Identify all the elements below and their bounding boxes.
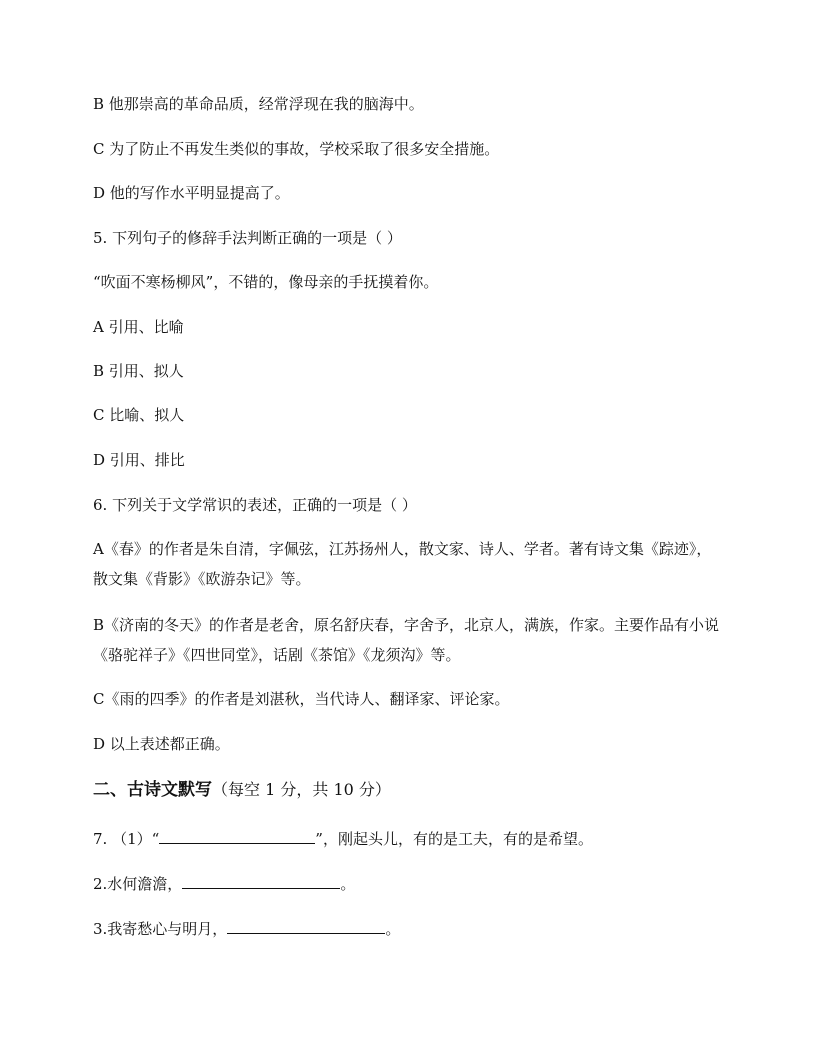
option-c-sentence: C 为了防止不再发生类似的事故，学校采取了很多安全措施。: [93, 140, 500, 158]
section-2-heading: [93, 775, 391, 805]
question-6: 6. 下列关于文学常识的表述，正确的一项是（ ）: [93, 496, 417, 514]
question-7-line-1: [93, 824, 593, 854]
answer-blank-1[interactable]: [159, 827, 315, 844]
question-7-prefix: 7. （1）“: [93, 830, 160, 848]
question-7-line-3: [93, 914, 400, 944]
question-5-sentence: “吹面不寒杨柳风”，不错的，像母亲的手抚摸着你。: [93, 273, 439, 291]
question-5-option-b: B 引用、拟人: [93, 362, 184, 380]
question-6-option-b: B《济南的冬天》的作者是老舍，原名舒庆春，字舍予，北京人，满族，作家。主要作品有小说《骆驼祥子》《四世同堂》，话剧《茶馆》《龙须沟》等。: [93, 616, 720, 664]
section-2-score-note: （每空 1 分，共 10 分）: [212, 780, 391, 799]
question-6-option-a: A《春》的作者是朱自清，字佩弦，江苏扬州人，散文家、诗人、学者。著有诗文集《踪迹》，散文集《背影》《欧游杂记》等。: [93, 540, 712, 588]
question-5: 5. 下列句子的修辞手法判断正确的一项是（ ）: [93, 229, 402, 247]
question-7-3-suffix: 。: [385, 920, 401, 938]
question-5-option-a: A 引用、比喻: [93, 318, 184, 336]
question-7-2-suffix: 。: [340, 875, 356, 893]
question-5-option-d: D 引用、排比: [93, 451, 185, 469]
option-d-sentence: D 他的写作水平明显提高了。: [93, 184, 290, 202]
question-7-line-2: [93, 869, 355, 899]
question-7-suffix: ”，刚起头儿，有的是工夫，有的是希望。: [315, 830, 593, 848]
question-7-2-prefix: 2.水何澹澹，: [93, 875, 183, 893]
option-b-sentence: B 他那崇高的革命品质，经常浮现在我的脑海中。: [93, 95, 424, 113]
answer-blank-3[interactable]: [227, 917, 385, 934]
question-6-option-c: C《雨的四季》的作者是刘湛秋，当代诗人、翻译家、评论家。: [93, 690, 510, 708]
section-2-title: 二、古诗文默写: [93, 780, 212, 800]
answer-blank-2[interactable]: [182, 872, 340, 889]
question-7-3-prefix: 3.我寄愁心与明月，: [93, 920, 228, 938]
question-5-option-c: C 比喻、拟人: [93, 406, 185, 424]
question-6-option-d: D 以上表述都正确。: [93, 735, 230, 753]
